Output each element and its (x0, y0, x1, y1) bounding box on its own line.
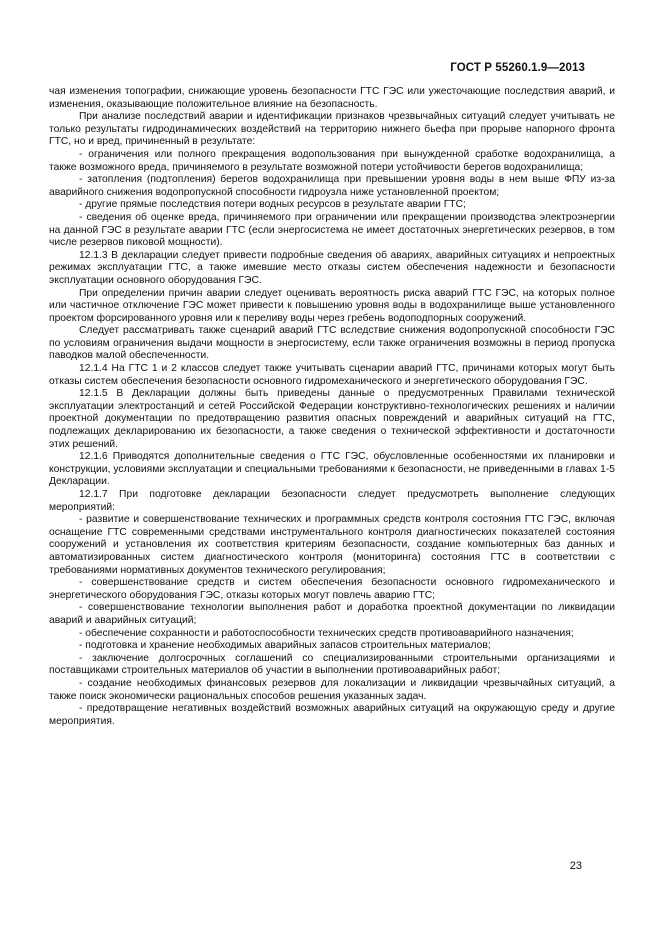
list-item: - совершенствование средств и систем обеспечения безопасности основного гидромеханического и энергетического оборудования ГЭС, отказы которых могут повлечь аварию ГТС; (49, 577, 615, 601)
paragraph: При анализе последствий аварии и идентификации признаков чрезвычайных ситуаций следует учитывать не только результаты гидродинамических воздействий на территорию нижнего бьефа при прорыве напорного фронта ГТС, но и вред, причиненный в результате: (49, 111, 615, 148)
list-item: - совершенствование технологии выполнения работ и доработка проектной документации по ликвидации аварий и аварийных ситуаций; (49, 602, 615, 626)
paragraph: чая изменения топографии, снижающие уровень безопасности ГТС ГЭС или ужесточающие последствия аварий, и изменения, оказывающие положительное влияние на безопасность. (49, 86, 615, 110)
list-item: - ограничения или полного прекращения водопользования при вынужденной сработке водохранилища, а также возможного вреда, причиняемого в результате возможной потери устойчивости берегов водохранилища; (49, 148, 615, 173)
list-item: - подготовка и хранение необходимых аварийных запасов строительных материалов; (79, 640, 491, 652)
list-item: - развитие и совершенствование технических и программных средств контроля состояния ГТС ГЭС, включая оснащение ГТС современными средствами инструментального контроля диагностических показателей состояния сооружений и установления их соответствия критериям безопасности, создание компьютерных баз данных и автоматизированных систем диагностического контроля (мониторинга) состояния ГТС в соответствии с требованиями нормативных документов технического регулирования; (49, 514, 615, 576)
list-item: - затопления (подтопления) берегов водохранилища при превышении уровня воды в нем выше ФПУ из-за аварийного снижения водопропускной способности гидроузла ниже установленной проектом; (49, 174, 615, 198)
list-item: - сведения об оценке вреда, причиняемого при ограничении или прекращении производства электроэнергии на данной ГЭС в результате аварии ГТС (если энергосистема не имеет достаточных энергетических резервов, в том числе резервов пиковой мощности). (49, 211, 615, 249)
list-item: - предотвращение негативных воздействий возможных аварийных ситуаций на окружающую среду и другие мероприятия. (49, 703, 615, 727)
document-body (49, 86, 615, 728)
paragraph: 12.1.7 При подготовке декларации безопасности следует предусмотреть выполнение следующих мероприятий: (49, 489, 615, 513)
list-item: - обеспечение сохранности и работоспособности технических средств противоаварийного назначения; (79, 627, 574, 639)
standard-code: ГОСТ Р 55260.1.9—2013 (450, 62, 585, 74)
list-item: - заключение долгосрочных соглашений со специализированными строительными организациями и поставщиками строительных материалов об участии в выполнении противоаварийных работ; (49, 652, 615, 677)
list-item: - создание необходимых финансовых резервов для локализации и ликвидации чрезвычайных ситуаций, а также поиск экономически рациональных способов решения указанных задач. (49, 677, 615, 702)
paragraph: 12.1.5 В Декларации должны быть приведены данные о предусмотренных Правилами технической эксплуатации электростанций и сетей Российской Федерации конструктивно-технологических решениях и наличии проектной документации по предотвращению развития опасных повреждений и аварийных ситуаций на ГТС, подлежащих декларированию их безопасности, а также сведения о технической эффективности и достаточности этих решений. (49, 388, 615, 450)
paragraph: 12.1.3 В декларации следует привести подробные сведения об авариях, аварийных ситуациях и непроектных режимах эксплуатации ГТС, а также имевшие место отказы систем обеспечения надежности и безопасности эксплуатации основного оборудования ГЭС. (49, 249, 615, 286)
paragraph: При определении причин аварии следует оценивать вероятность риска аварий ГТС ГЭС, на которых полное или частичное отключение ГЭС может привести к повышению уровня воды в водохранилище выше установленного проектом форсированного уровня или к переливу воды через гребень водоподпорных сооружений. (49, 287, 615, 324)
paragraph: 12.1.4 На ГТС 1 и 2 классов следует также учитывать сценарии аварий ГТС, причинами которых могут быть отказы систем обеспечения безопасности основного гидромеханического и энергетического оборудования ГЭС. (49, 363, 615, 387)
paragraph: Следует рассматривать также сценарий аварий ГТС вследствие снижения водопропускной способности ГЭС по условиям ограничения выдачи мощности в энергосистему, если также ограничения возможны в период пропуска паводков малой обеспеченности. (49, 325, 615, 362)
paragraph: 12.1.6 Приводятся дополнительные сведения о ГТС ГЭС, обусловленные особенностями их планировки и конструкции, условиями эксплуатации и специальными требованиями к безопасности, не приведенными в главах 1-5 Декларации. (49, 451, 615, 488)
list-item: - другие прямые последствия потери водных ресурсов в результате аварии ГТС; (79, 199, 466, 211)
page-number: 23 (569, 860, 582, 872)
